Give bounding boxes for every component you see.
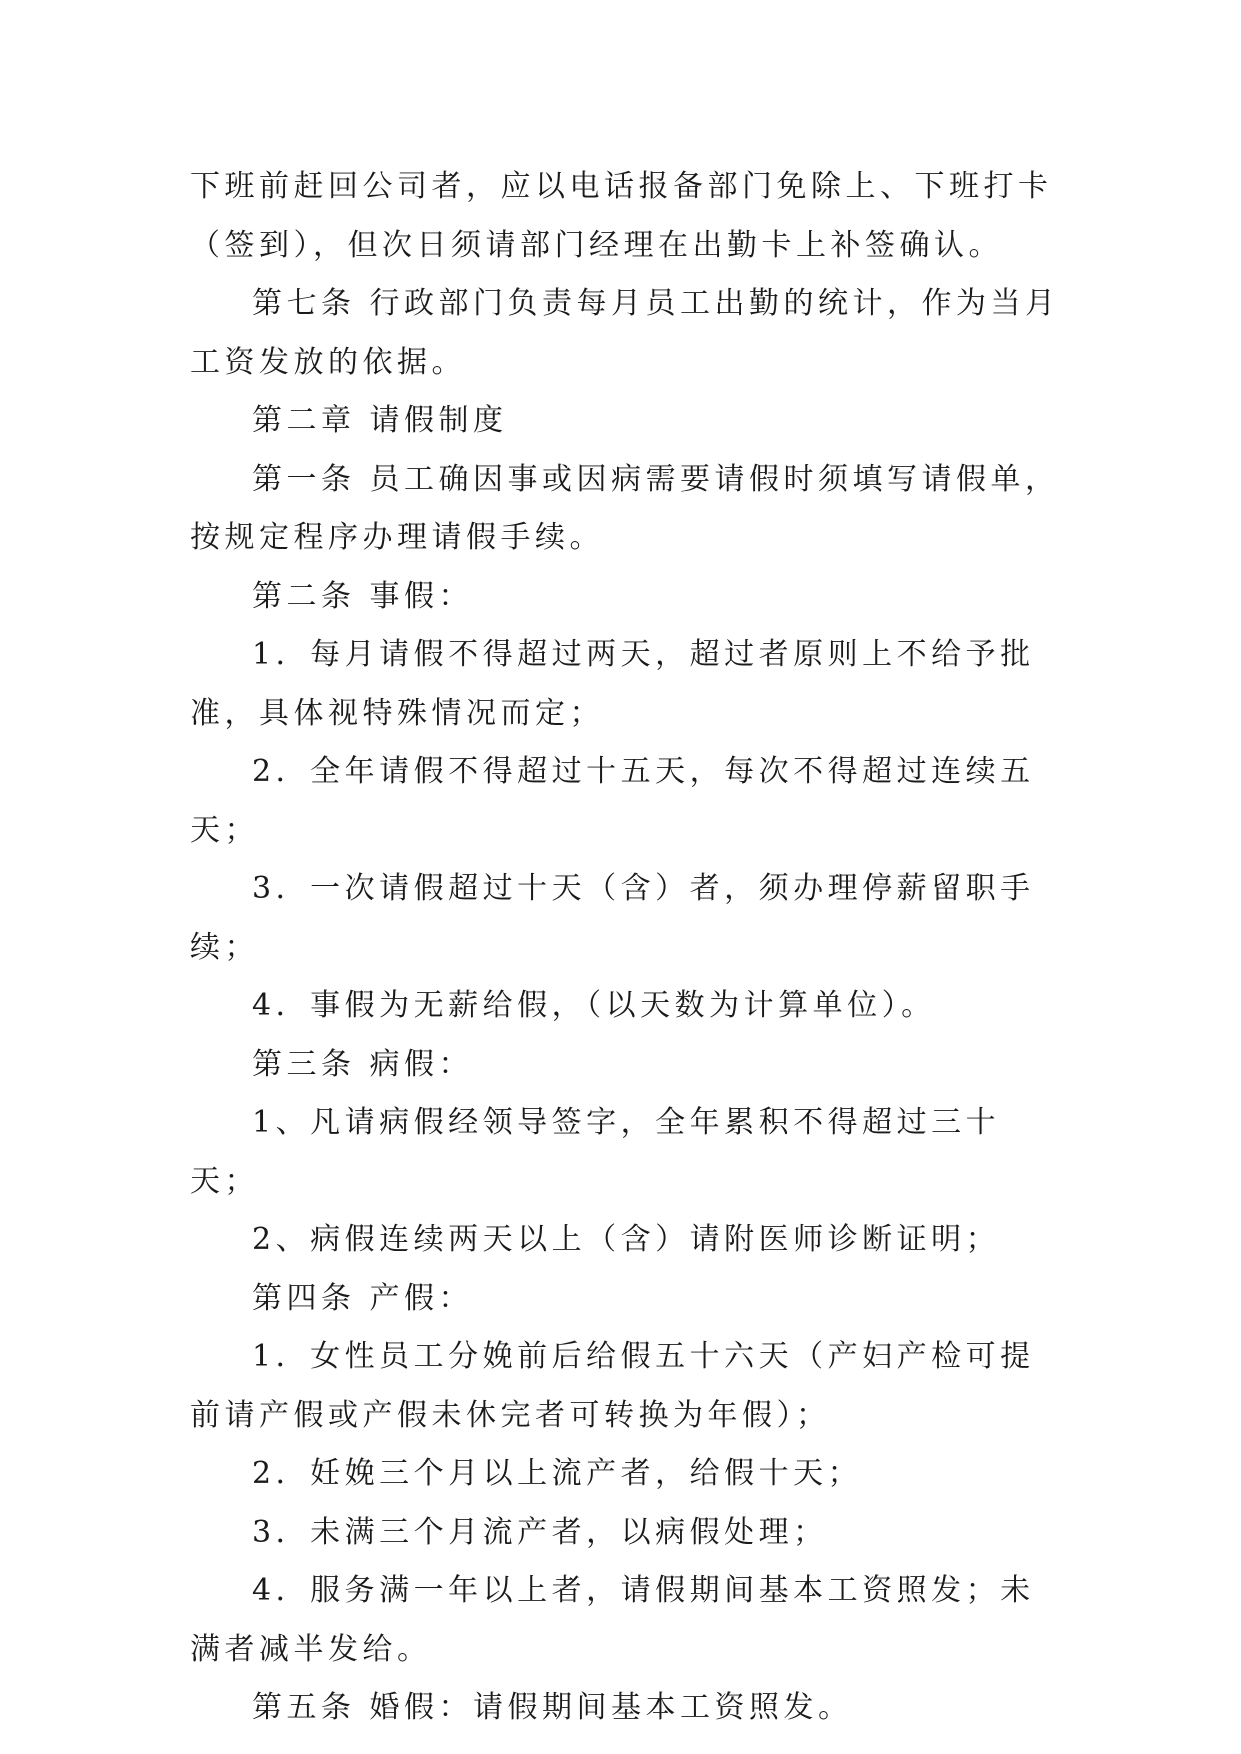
- list-item: 4．服务满一年以上者，请假期间基本工资照发；未满者减半发给。: [190, 1573, 1035, 1667]
- list-item: 1．女性员工分娩前后给假五十六天（产妇产检可提前请产假或产假未休完者可转换为年假）；: [190, 1339, 1035, 1433]
- document-body: [190, 158, 1060, 1738]
- paragraph-article-4: 第四条 产假：: [252, 1280, 474, 1316]
- paragraph-continuation: 下班前赶回公司者，应以电话报备部门免除上、下班打卡（签到），但次日须请部门经理在出勤卡上补签确认。: [190, 169, 1053, 263]
- list-item: 2．全年请假不得超过十五天，每次不得超过连续五天；: [190, 754, 1035, 848]
- list-item: 2、病假连续两天以上（含）请附医师诊断证明；: [252, 1222, 1001, 1257]
- paragraph-article-1: 第一条 员工确因事或因病需要请假时须填写请假单，按规定程序办理请假手续。: [190, 461, 1060, 555]
- list-item: 1、凡请病假经领导签字，全年累积不得超过三十天；: [190, 1105, 1001, 1199]
- list-item: 2．妊娩三个月以上流产者，给假十天；: [252, 1456, 863, 1491]
- paragraph-article-2: 第二条 事假：: [252, 578, 474, 614]
- chapter-heading: 第二章 请假制度: [252, 403, 508, 438]
- paragraph-article-7: 第七条 行政部门负责每月员工出勤的统计，作为当月工资发放的依据。: [190, 286, 1060, 380]
- list-item: 4．事假为无薪给假，（以天数为计算单位）。: [252, 988, 936, 1023]
- paragraph-article-3: 第三条 病假：: [252, 1046, 474, 1082]
- paragraph-article-5: 第五条 婚假：请假期间基本工资照发。: [252, 1690, 853, 1725]
- list-item: 3．未满三个月流产者，以病假处理；: [252, 1514, 828, 1550]
- list-item: 1．每月请假不得超过两天，超过者原则上不给予批准，具体视特殊情况而定；: [190, 637, 1035, 731]
- list-item: 3．一次请假超过十天（含）者，须办理停薪留职手续；: [190, 871, 1035, 965]
